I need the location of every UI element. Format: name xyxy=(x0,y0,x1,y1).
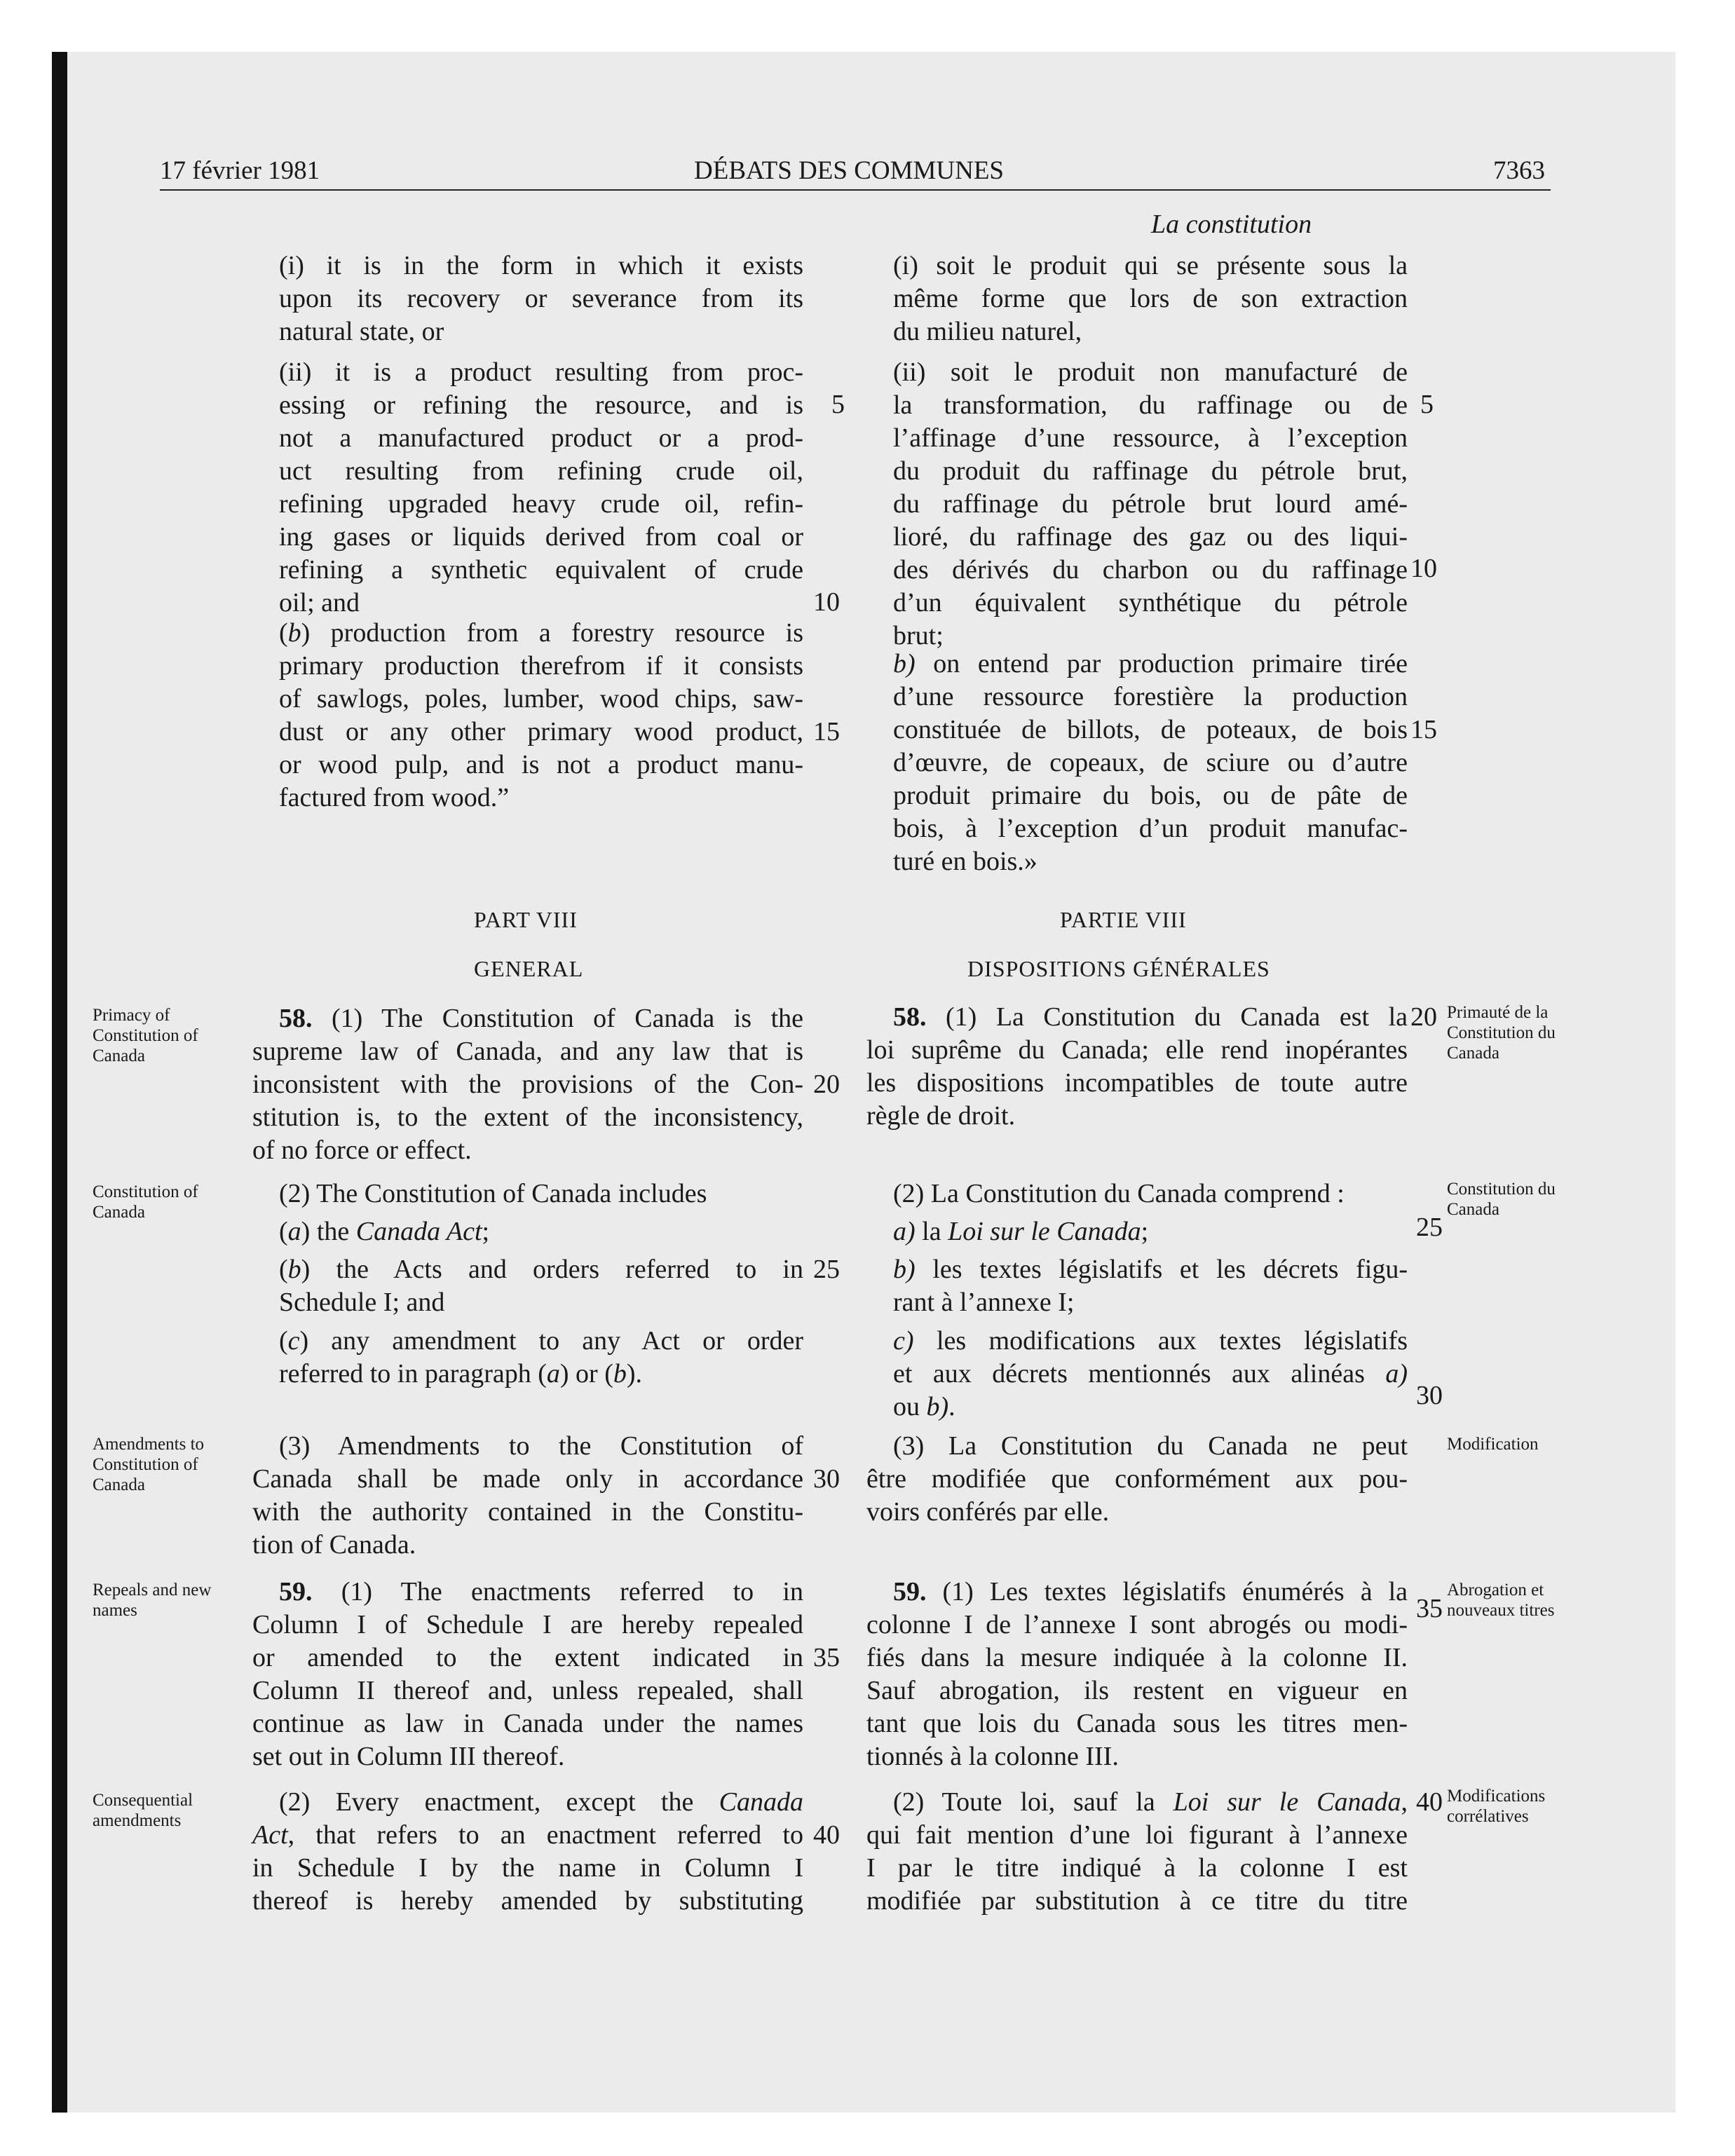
fr-s59-2: (2) Toute loi, sauf la Loi sur le Canada, qui fait mention d’une loi figurant à l’annexe I par le titre indiqué à la colonne I est modifiée par substitution à ce titre du titre xyxy=(866,1787,1408,1916)
margin-note-abrogation: Abrogation et nouveaux titres xyxy=(1447,1581,1555,1620)
en-para-i: (i) it is in the form in which it exists upon its recovery or severance from its natural state, or xyxy=(279,251,803,346)
margin-note-consequential: Consequential amendments xyxy=(93,1791,193,1830)
en-part-title: GENERAL xyxy=(474,956,584,981)
fr-line-number-15: 15 xyxy=(1410,715,1437,744)
fr-s58-1: 58. (1) La Constitution du Canada est la loi suprême du Canada; elle rend inopérantes les dispositions incompatibles de toute autre règle de droit. xyxy=(866,1002,1408,1131)
line-number-5: 5 xyxy=(831,390,845,419)
en-para-b: (b) production from a forestry resource is primary production therefrom if it consists of sawlogs, poles, lumber, wood chips, saw- dust or any other primary wood product, or wood pulp, and is not a product manu- factured from wood.” xyxy=(279,618,803,812)
en-s58-2a: (a) the Canada Act; xyxy=(279,1217,490,1246)
en-s58-2: (2) The Constitution of Canada includes xyxy=(279,1179,707,1208)
margin-note-primacy: Primacy of Constitution of Canada xyxy=(93,1006,198,1065)
header-title: DÉBATS DES COMMUNES xyxy=(694,156,1005,185)
margin-note-modifications-correlatives: Modifications corrélatives xyxy=(1447,1787,1546,1826)
fr-line-number-30: 30 xyxy=(1416,1381,1443,1410)
fr-line-number-25: 25 xyxy=(1416,1213,1443,1242)
fr-s58-3: (3) La Constitution du Canada ne peut être modifiée que conformément aux pou- voirs conférés par elle. xyxy=(866,1431,1408,1527)
en-part-number: PART VIII xyxy=(474,907,578,932)
fr-line-number-40: 40 xyxy=(1416,1787,1443,1817)
fr-para-b: b) on entend par production primaire tirée d’une ressource forestière la production constituée de billots, de poteaux, de bois d’œuvre, de copeaux, de sciure ou d’autre produit primaire du bois, ou de pâte de bois, à l’exception d’un produit manufac- turé en bois.» xyxy=(893,649,1408,876)
header-rule xyxy=(160,189,1551,191)
en-s58-2c: (c) any amendment to any Act or order referred to in paragraph (a) or (b). xyxy=(279,1326,803,1389)
fr-line-number-5: 5 xyxy=(1420,390,1434,419)
fr-line-number-10: 10 xyxy=(1410,554,1437,583)
en-s58-2b: (b) the Acts and orders referred to in Schedule I; and xyxy=(279,1255,803,1317)
en-s58-1: 58. (1) The Constitution of Canada is the supreme law of Canada, and any law that is inconsistent with the provisions of the Con- stitution is, to the extent of the inconsistency, of no force or effect. xyxy=(252,1004,803,1165)
line-number-20: 20 xyxy=(813,1070,840,1099)
fr-para-ii: (ii) soit le produit non manufacturé de la transformation, du raffinage ou de l’affinage d’une ressource, à l’exception du produit du raffinage du pétrole brut, du raffinage du pétrole brut lourd amé- lioré, du raffinage des gaz ou des liqui- des dérivés du charbon ou du raffinage d’un équivalent synthétique du pétrole brut; xyxy=(893,357,1408,650)
fr-part-number: PARTIE VIII xyxy=(1060,907,1187,932)
en-s59-2: (2) Every enactment, except the Canada Act, that refers to an enactment referred to in Schedule I by the name in Column I thereof is hereby amended by substituting xyxy=(252,1787,803,1916)
header-date: 17 février 1981 xyxy=(160,156,320,185)
binding-edge xyxy=(52,52,67,2113)
margin-note-amendments: Amendments to Constitution of Canada xyxy=(93,1435,205,1494)
en-s59-1: 59. (1) The enactments referred to in Column I of Schedule I are hereby repealed or amended to the extent indicated in Column II thereof and, unless repealed, shall continue as law in Canada under the names set out in Column III thereof. xyxy=(252,1577,803,1771)
header-page-number: 7363 xyxy=(1493,156,1545,185)
fr-s59-1: 59. (1) Les textes législatifs énumérés à la colonne I de l’annexe I sont abrogés ou modi- fiés dans la mesure indiquée à la colonne II. Sauf abrogation, ils restent en vigueur en tant que lois du Canada sous les titres men- tionnés à la colonne III. xyxy=(866,1577,1408,1771)
line-number-25: 25 xyxy=(813,1255,840,1284)
line-number-40: 40 xyxy=(813,1820,840,1850)
fr-part-title: DISPOSITIONS GÉNÉRALES xyxy=(967,956,1270,981)
line-number-30: 30 xyxy=(813,1464,840,1494)
margin-note-constitution-du-canada: Constitution du Canada xyxy=(1447,1180,1556,1219)
fr-s58-2b: b) les textes législatifs et les décrets figu- rant à l’annexe I; xyxy=(893,1255,1408,1317)
fr-para-i: (i) soit le produit qui se présente sous la même forme que lors de son extraction du milieu naturel, xyxy=(893,251,1408,346)
margin-note-primaute: Primauté de la Constitution du Canada xyxy=(1447,1003,1556,1063)
line-number-35: 35 xyxy=(813,1643,840,1672)
fr-line-number-35: 35 xyxy=(1416,1594,1443,1623)
line-number-10: 10 xyxy=(813,587,840,617)
fr-line-number-20: 20 xyxy=(1410,1002,1437,1032)
en-s58-3: (3) Amendments to the Constitution of Canada shall be made only in accordance with the authority contained in the Constitu- tion of Canada. xyxy=(252,1431,803,1560)
margin-note-repeals: Repeals and new names xyxy=(93,1581,212,1620)
running-subtitle: La constitution xyxy=(1151,210,1312,239)
en-para-ii: (ii) it is a product resulting from proc- essing or refining the resource, and is not a manufactured product or a prod- uct resulting from refining crude oil, refining upgraded heavy crude oil, refin- ing gases or liquids derived from coal or refining a synthetic equivalent of crude oil; and xyxy=(279,357,803,618)
fr-s58-2: (2) La Constitution du Canada comprend : xyxy=(893,1179,1345,1208)
fr-s58-2c: c) les modifications aux textes législatifs et aux décrets mentionnés aux alinéas a) ou b). xyxy=(893,1326,1408,1421)
margin-note-constitution: Constitution of Canada xyxy=(93,1182,198,1222)
margin-note-modification: Modification xyxy=(1447,1435,1539,1454)
line-number-15: 15 xyxy=(813,717,840,746)
fr-s58-2a: a) la Loi sur le Canada; xyxy=(893,1217,1149,1246)
